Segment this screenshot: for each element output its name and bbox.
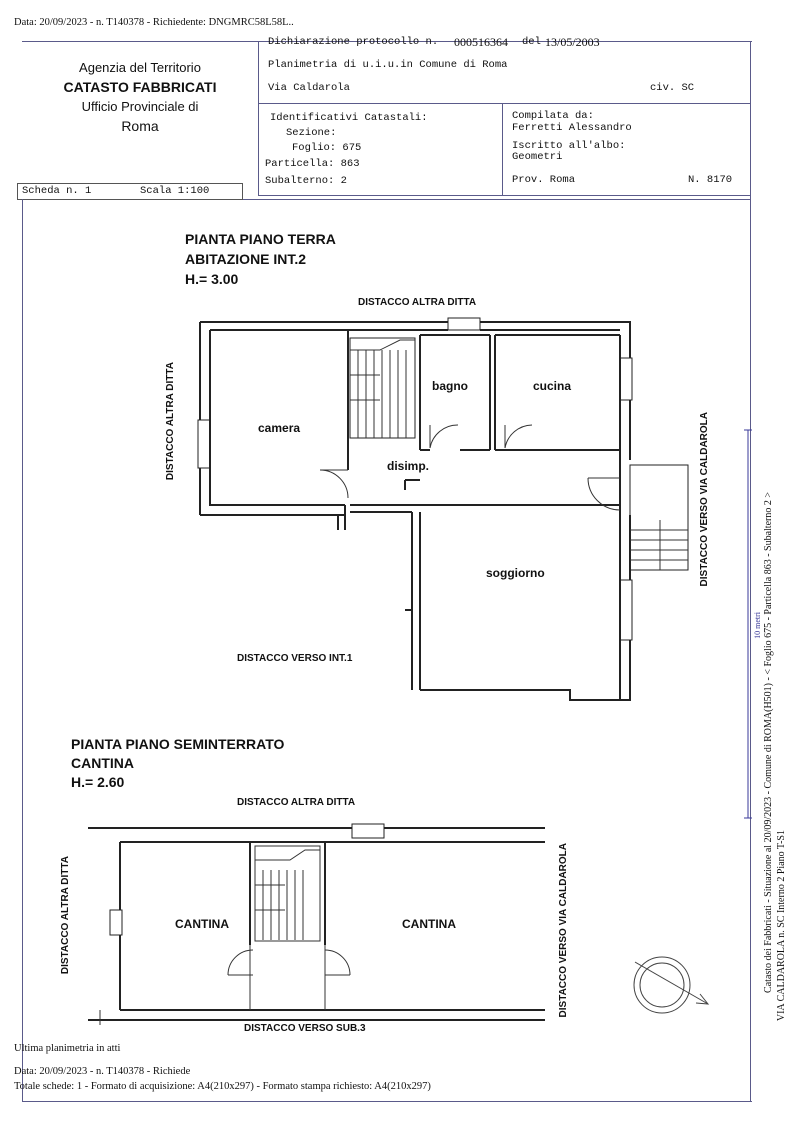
st-distacco-top: DISTACCO ALTRA DITTA <box>237 797 356 808</box>
particella-field: Particella: 863 <box>265 158 360 170</box>
agency-name: Agenzia del Territorio <box>79 60 201 75</box>
compilata-name: Ferretti Alessandro <box>512 122 632 134</box>
catasto-fabbricati: CATASTO FABBRICATI <box>63 79 217 95</box>
footer-totale-schede: Totale schede: 1 - Formato di acquisizione: A4(210x297) - Formato stampa richiesto: A4(210x297) <box>14 1081 431 1092</box>
footer-ultima-planimetria: Ultima planimetria in atti <box>14 1043 121 1054</box>
room-cantina-left: CANTINA <box>175 917 229 931</box>
pt-distacco-right: DISTACCO VERSO VIA CALDAROLA <box>699 412 710 587</box>
piano-terra-subtitle: ABITAZIONE INT.2 <box>185 251 307 267</box>
declaration-label: Dichiarazione protocollo n. <box>268 36 439 48</box>
seminterrato-subtitle: CANTINA <box>71 755 134 771</box>
identificativi-title: Identificativi Catastali: <box>270 112 428 124</box>
piano-terra-height: H.= 3.00 <box>185 271 239 287</box>
pt-distacco-top: DISTACCO ALTRA DITTA <box>358 297 477 308</box>
pt-distacco-bottom: DISTACCO VERSO INT.1 <box>237 653 353 664</box>
room-disimpegno: disimp. <box>387 459 430 473</box>
civic-number: civ. SC <box>650 82 695 94</box>
room-camera: camera <box>258 421 301 435</box>
seminterrato-title: PIANTA PIANO SEMINTERRATO <box>71 736 285 752</box>
address-line: Via Caldarola <box>268 82 350 94</box>
compilata-title: Compilata da: <box>512 110 594 122</box>
albo-number: N. 8170 <box>688 174 733 186</box>
planimetria-line: Planimetria di u.i.u.in Comune di Roma <box>268 59 508 71</box>
footer-data: Data: 20/09/2023 - n. T140378 - Richiede <box>14 1066 191 1077</box>
scheda-number: Scheda n. 1 <box>22 185 92 197</box>
room-bagno: bagno <box>432 379 468 393</box>
room-cucina: cucina <box>533 379 572 393</box>
sezione-field: Sezione: <box>286 127 337 139</box>
subalterno-field: Subalterno: 2 <box>265 175 347 187</box>
declaration-del: del <box>522 36 541 48</box>
scala-label: Scala 1:100 <box>140 185 210 197</box>
room-cantina-right: CANTINA <box>402 917 456 931</box>
albo-value: Geometri <box>512 151 563 163</box>
room-soggiorno: soggiorno <box>486 566 545 580</box>
foglio-field: Foglio: 675 <box>292 142 362 154</box>
declaration-number: 000516364 <box>454 35 508 49</box>
ufficio-city: Roma <box>121 118 159 134</box>
st-distacco-right: DISTACCO VERSO VIA CALDAROLA <box>558 843 569 1018</box>
ufficio-provinciale: Ufficio Provinciale di <box>81 99 199 114</box>
piano-terra-title: PIANTA PIANO TERRA <box>185 231 336 247</box>
declaration-date: 13/05/2003 <box>545 35 600 49</box>
scale-bar-label: 10 metri <box>753 612 762 639</box>
province-field: Prov. Roma <box>512 174 576 186</box>
side-address-text: VIA CALDAROLA n. SC Interno 2 Piano T-S1 <box>776 830 787 1022</box>
st-distacco-bottom: DISTACCO VERSO SUB.3 <box>244 1023 366 1034</box>
top-request-line: Data: 20/09/2023 - n. T140378 - Richiedente: DNGMRC58L58L.. <box>14 17 294 28</box>
seminterrato-height: H.= 2.60 <box>71 774 125 790</box>
pt-distacco-left: DISTACCO ALTRA DITTA <box>165 362 176 481</box>
iscritto-label: Iscritto all'albo: <box>512 140 626 152</box>
side-situazione-text: Catasto dei Fabbricati - Situazione al 20/09/2023 - Comune di ROMA(H501) - < Foglio 675 - Particella 863 - Subalterno 2 > <box>763 492 774 993</box>
st-distacco-left: DISTACCO ALTRA DITTA <box>60 856 71 975</box>
